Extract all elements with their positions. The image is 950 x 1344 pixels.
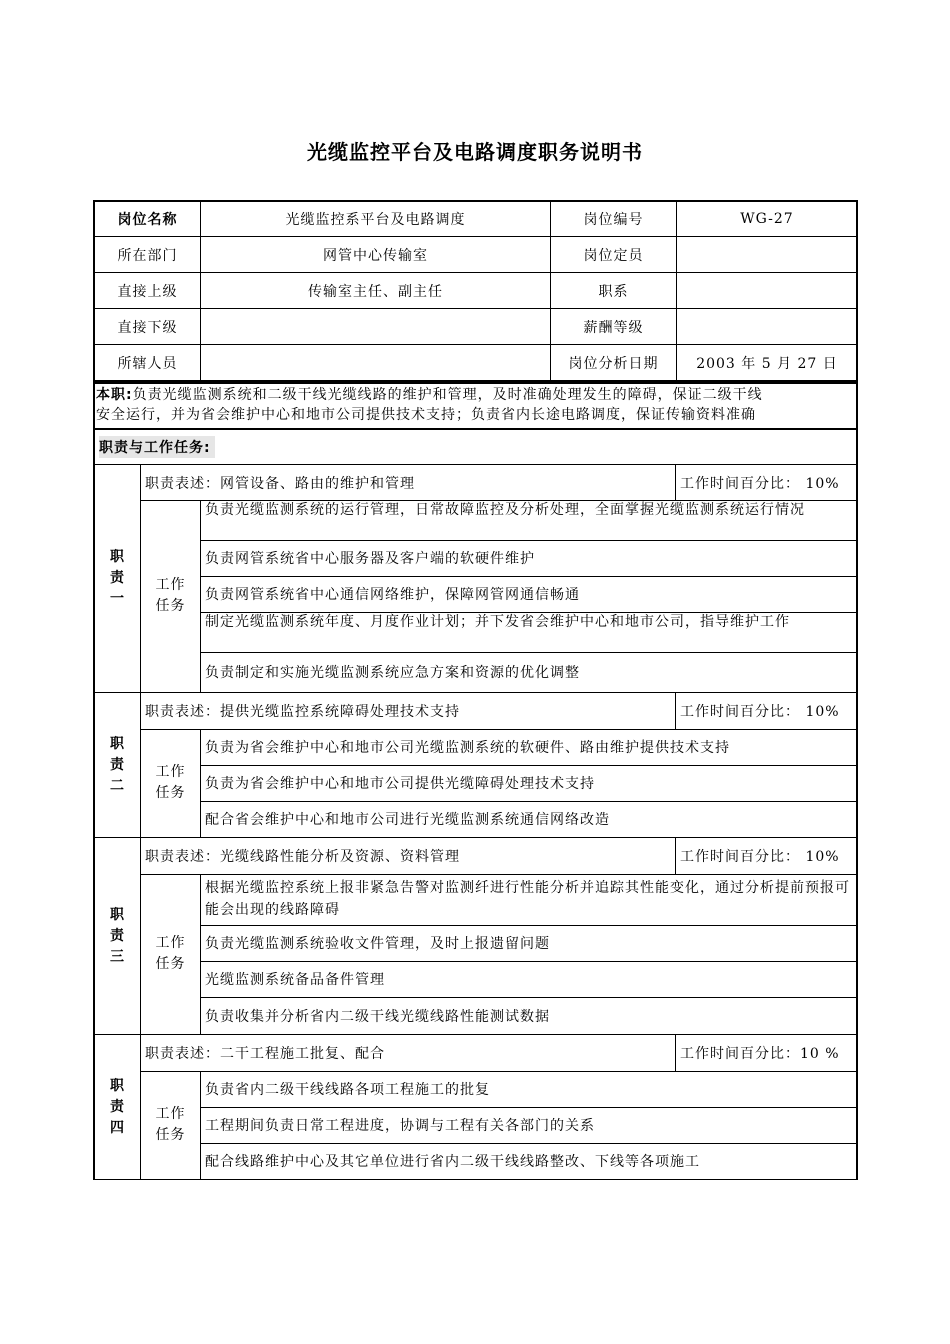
direct-superior-value: 传输室主任、副主任 <box>308 283 443 300</box>
headcount-value <box>677 237 857 272</box>
direct-subordinate-label: 直接下级 <box>117 319 178 336</box>
duty-2-task-3: 配合省会维护中心和地市公司进行光缆监测系统通信网络改造 <box>205 812 610 828</box>
duty-4-task-2: 工程期间负责日常工程进度，协调与工程有关各部门的关系 <box>205 1118 595 1134</box>
duty-1-task-5: 负责制定和实施光缆监测系统应急方案和资源的优化调整 <box>205 665 580 681</box>
duty-1-time: 工作时间百分比： 10% <box>680 475 840 492</box>
duty-1-task-label: 工作 任务 <box>155 577 186 614</box>
duty-3-name: 职 责 三 <box>110 906 125 965</box>
position-code-label: 岗位编号 <box>583 211 644 228</box>
duty-2-task-label: 工作 任务 <box>155 764 186 801</box>
duty-4-time: 工作时间百分比：10 % <box>680 1046 840 1062</box>
summary-line-2: 安全运行，并为省会维护中心和地市公司提供技术支持；负责省内长途电路调度，保证传输资料准确 <box>96 407 756 423</box>
duty-3-time: 工作时间百分比： 10% <box>680 849 840 865</box>
duty-3-task-label: 工作 任务 <box>155 935 186 972</box>
job-family-label: 职系 <box>598 283 629 300</box>
duty-2-description: 职责表述：提供光缆监控系统障碍处理技术支持 <box>145 704 460 720</box>
staff-label: 所辖人员 <box>117 356 178 372</box>
salary-grade-label: 薪酬等级 <box>583 319 644 336</box>
duty-1-task-2: 负责网管系统省中心服务器及客户端的软硬件维护 <box>205 551 535 567</box>
summary-label: 本职: <box>96 387 133 403</box>
duty-4-task-label: 工作 任务 <box>155 1106 186 1143</box>
duty-4-name: 职 责 四 <box>110 1077 125 1136</box>
duty-1-name: 职 责 一 <box>110 549 125 607</box>
department-value: 网管中心传输室 <box>323 247 428 264</box>
duty-3-task-2: 负责光缆监测系统验收文件管理，及时上报遗留问题 <box>205 936 550 952</box>
duty-1-task-3: 负责网管系统省中心通信网络维护，保障网管网通信畅通 <box>205 587 580 603</box>
analysis-date-label: 岗位分析日期 <box>568 356 659 372</box>
salary-grade-value <box>677 309 857 344</box>
duties-header: 职责与工作任务: <box>95 430 855 464</box>
document-title: 光缆监控平台及电路调度职务说明书 <box>307 140 643 164</box>
duty-3-description: 职责表述：光缆线路性能分析及资源、资料管理 <box>145 849 460 865</box>
duty-3-task-1: 根据光缆监控系统上报非紧急告警对监测纤进行性能分析并追踪其性能变化，通过分析提前预报可能会出现的线路障碍 <box>205 880 850 918</box>
duty-2-time: 工作时间百分比： 10% <box>680 704 840 720</box>
duty-2-name: 职 责 二 <box>110 735 125 794</box>
duty-4-task-1: 负责省内二级干线线路各项工程施工的批复 <box>205 1082 490 1098</box>
duty-1-task-1: 负责光缆监测系统的运行管理，日常故障监控及分析处理，全面掌握光缆监测系统运行情况 <box>205 502 805 518</box>
duty-2-task-1: 负责为省会维护中心和地市公司光缆监测系统的软硬件、路由维护提供技术支持 <box>205 740 730 756</box>
analysis-date-value: 2003 年 5 月 27 日 <box>696 356 838 372</box>
summary-text <box>96 385 856 427</box>
direct-subordinate-value <box>201 309 550 344</box>
staff-value <box>201 345 550 381</box>
duty-4-task-3: 配合线路维护中心及其它单位进行省内二级干线线路整改、下线等各项施工 <box>205 1154 700 1170</box>
summary-line-1: 负责光缆监测系统和二级干线光缆线路的维护和管理，及时准确处理发生的障碍，保证二级干线 <box>132 387 763 403</box>
position-name-value: 光缆监控系平台及电路调度 <box>285 211 466 228</box>
headcount-label: 岗位定员 <box>583 247 644 264</box>
department-label: 所在部门 <box>117 247 178 264</box>
duty-3-task-3: 光缆监测系统备品备件管理 <box>205 972 385 988</box>
duty-1-task-4: 制定光缆监测系统年度、月度作业计划；并下发省会维护中心和地市公司，指导维护工作 <box>205 614 790 630</box>
duty-4-description: 职责表述：二干工程施工批复、配合 <box>145 1046 385 1062</box>
job-family-value <box>677 273 857 308</box>
position-code-value: WG-27 <box>740 210 794 227</box>
direct-superior-label: 直接上级 <box>117 283 178 300</box>
duty-3-task-4: 负责收集并分析省内二级干线光缆线路性能测试数据 <box>205 1008 550 1025</box>
duty-1-description: 职责表述：网管设备、路由的维护和管理 <box>145 475 415 492</box>
duty-2-task-2: 负责为省会维护中心和地市公司提供光缆障碍处理技术支持 <box>205 776 595 792</box>
position-name-label: 岗位名称 <box>117 211 178 228</box>
